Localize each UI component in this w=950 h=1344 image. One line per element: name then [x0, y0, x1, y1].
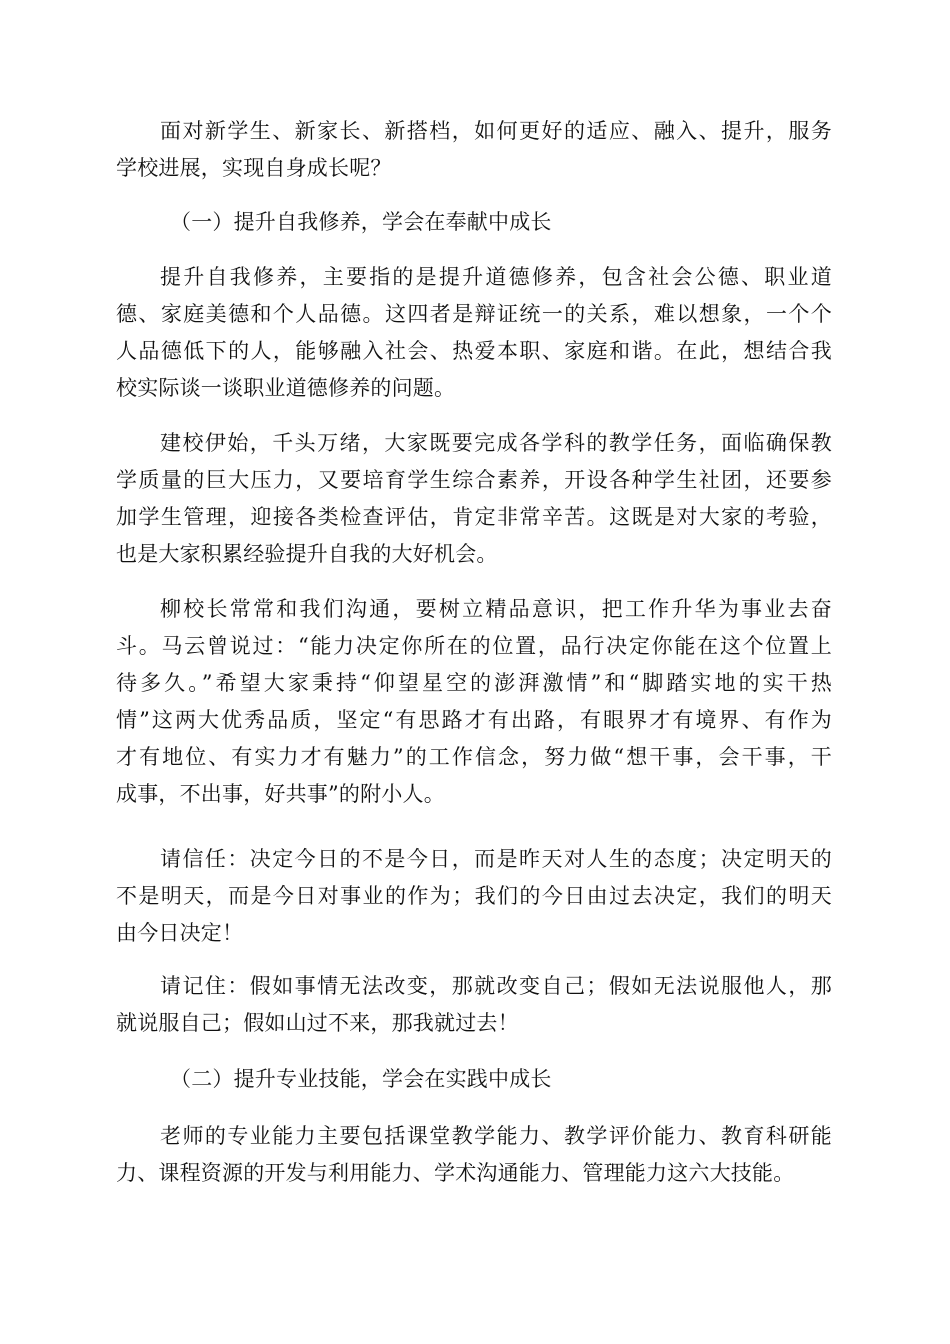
paragraph-intro: [116, 113, 832, 187]
paragraph-line: 由今日决定！: [116, 921, 244, 945]
paragraph-principal-quote: [116, 591, 832, 813]
heading-text: （二）提升专业技能，学会在实践中成长: [170, 1067, 552, 1091]
paragraph-self-cultivation: [116, 259, 832, 407]
paragraph-line: 请信任：决定今日的不是今日，而是昨天对人生的态度；决定明天的: [160, 847, 832, 871]
paragraph-professional-skills: [116, 1118, 832, 1192]
paragraph-line: 建校伊始，千头万绪，大家既要完成各学科的教学任务，面临确保教: [160, 431, 832, 455]
paragraph-line: 不是明天，而是今日对事业的作为；我们的今日由过去决定，我们的明天: [116, 884, 832, 908]
paragraph-please-trust: [116, 841, 832, 952]
paragraph-school-founding: [116, 425, 832, 573]
paragraph-line: 学质量的巨大压力，又要培育学生综合素养，开设各种学生社团，还要参: [116, 468, 832, 492]
paragraph-line: 提升自我修养，主要指的是提升道德修养，包含社会公德、职业道: [160, 265, 832, 289]
paragraph-please-remember: [116, 968, 832, 1042]
paragraph-line: 也是大家积累经验提升自我的大好机会。: [116, 542, 498, 566]
paragraph-line: 待多久。”希望大家秉持“仰望星空的澎湃激情”和“脚踏实地的实干热: [116, 671, 832, 695]
section-heading-2: [116, 1061, 832, 1098]
paragraph-line: 请记住：假如事情无法改变，那就改变自己；假如无法说服他人，那: [160, 974, 832, 998]
paragraph-line: 就说服自己；假如山过不来，那我就过去！: [116, 1011, 519, 1035]
paragraph-line: 斗。马云曾说过：“能力决定你所在的位置，品行决定你能在这个位置上: [116, 634, 832, 658]
paragraph-line: 校实际谈一谈职业道德修养的问题。: [116, 376, 456, 400]
paragraph-line: 面对新学生、新家长、新搭档，如何更好的适应、融入、提升，服务: [160, 119, 832, 143]
paragraph-line: 才有地位、有实力才有魅力”的工作信念，努力做“想干事，会干事，干: [116, 745, 832, 769]
paragraph-line: 加学生管理，迎接各类检查评估，肯定非常辛苦。这既是对大家的考验，: [116, 505, 832, 529]
paragraph-line: 学校进展，实现自身成长呢？: [116, 156, 392, 180]
paragraph-line: 力、课程资源的开发与利用能力、学术沟通能力、管理能力这六大技能。: [116, 1161, 795, 1185]
paragraph-line: 情”这两大优秀品质，坚定“有思路才有出路，有眼界才有境界、有作为: [116, 708, 832, 732]
paragraph-line: 德、家庭美德和个人品德。这四者是辩证统一的关系，难以想象，一个个: [116, 302, 832, 326]
paragraph-line: 成事，不出事，好共事”的附小人。: [116, 782, 445, 806]
section-heading-1: [116, 204, 832, 241]
paragraph-line: 人品德低下的人，能够融入社会、热爱本职、家庭和谐。在此，想结合我: [116, 339, 832, 363]
paragraph-line: 柳校长常常和我们沟通，要树立精品意识，把工作升华为事业去奋: [160, 597, 832, 621]
paragraph-line: 老师的专业能力主要包括课堂教学能力、教学评价能力、教育科研能: [160, 1124, 832, 1148]
heading-text: （一）提升自我修养，学会在奉献中成长: [170, 210, 552, 234]
